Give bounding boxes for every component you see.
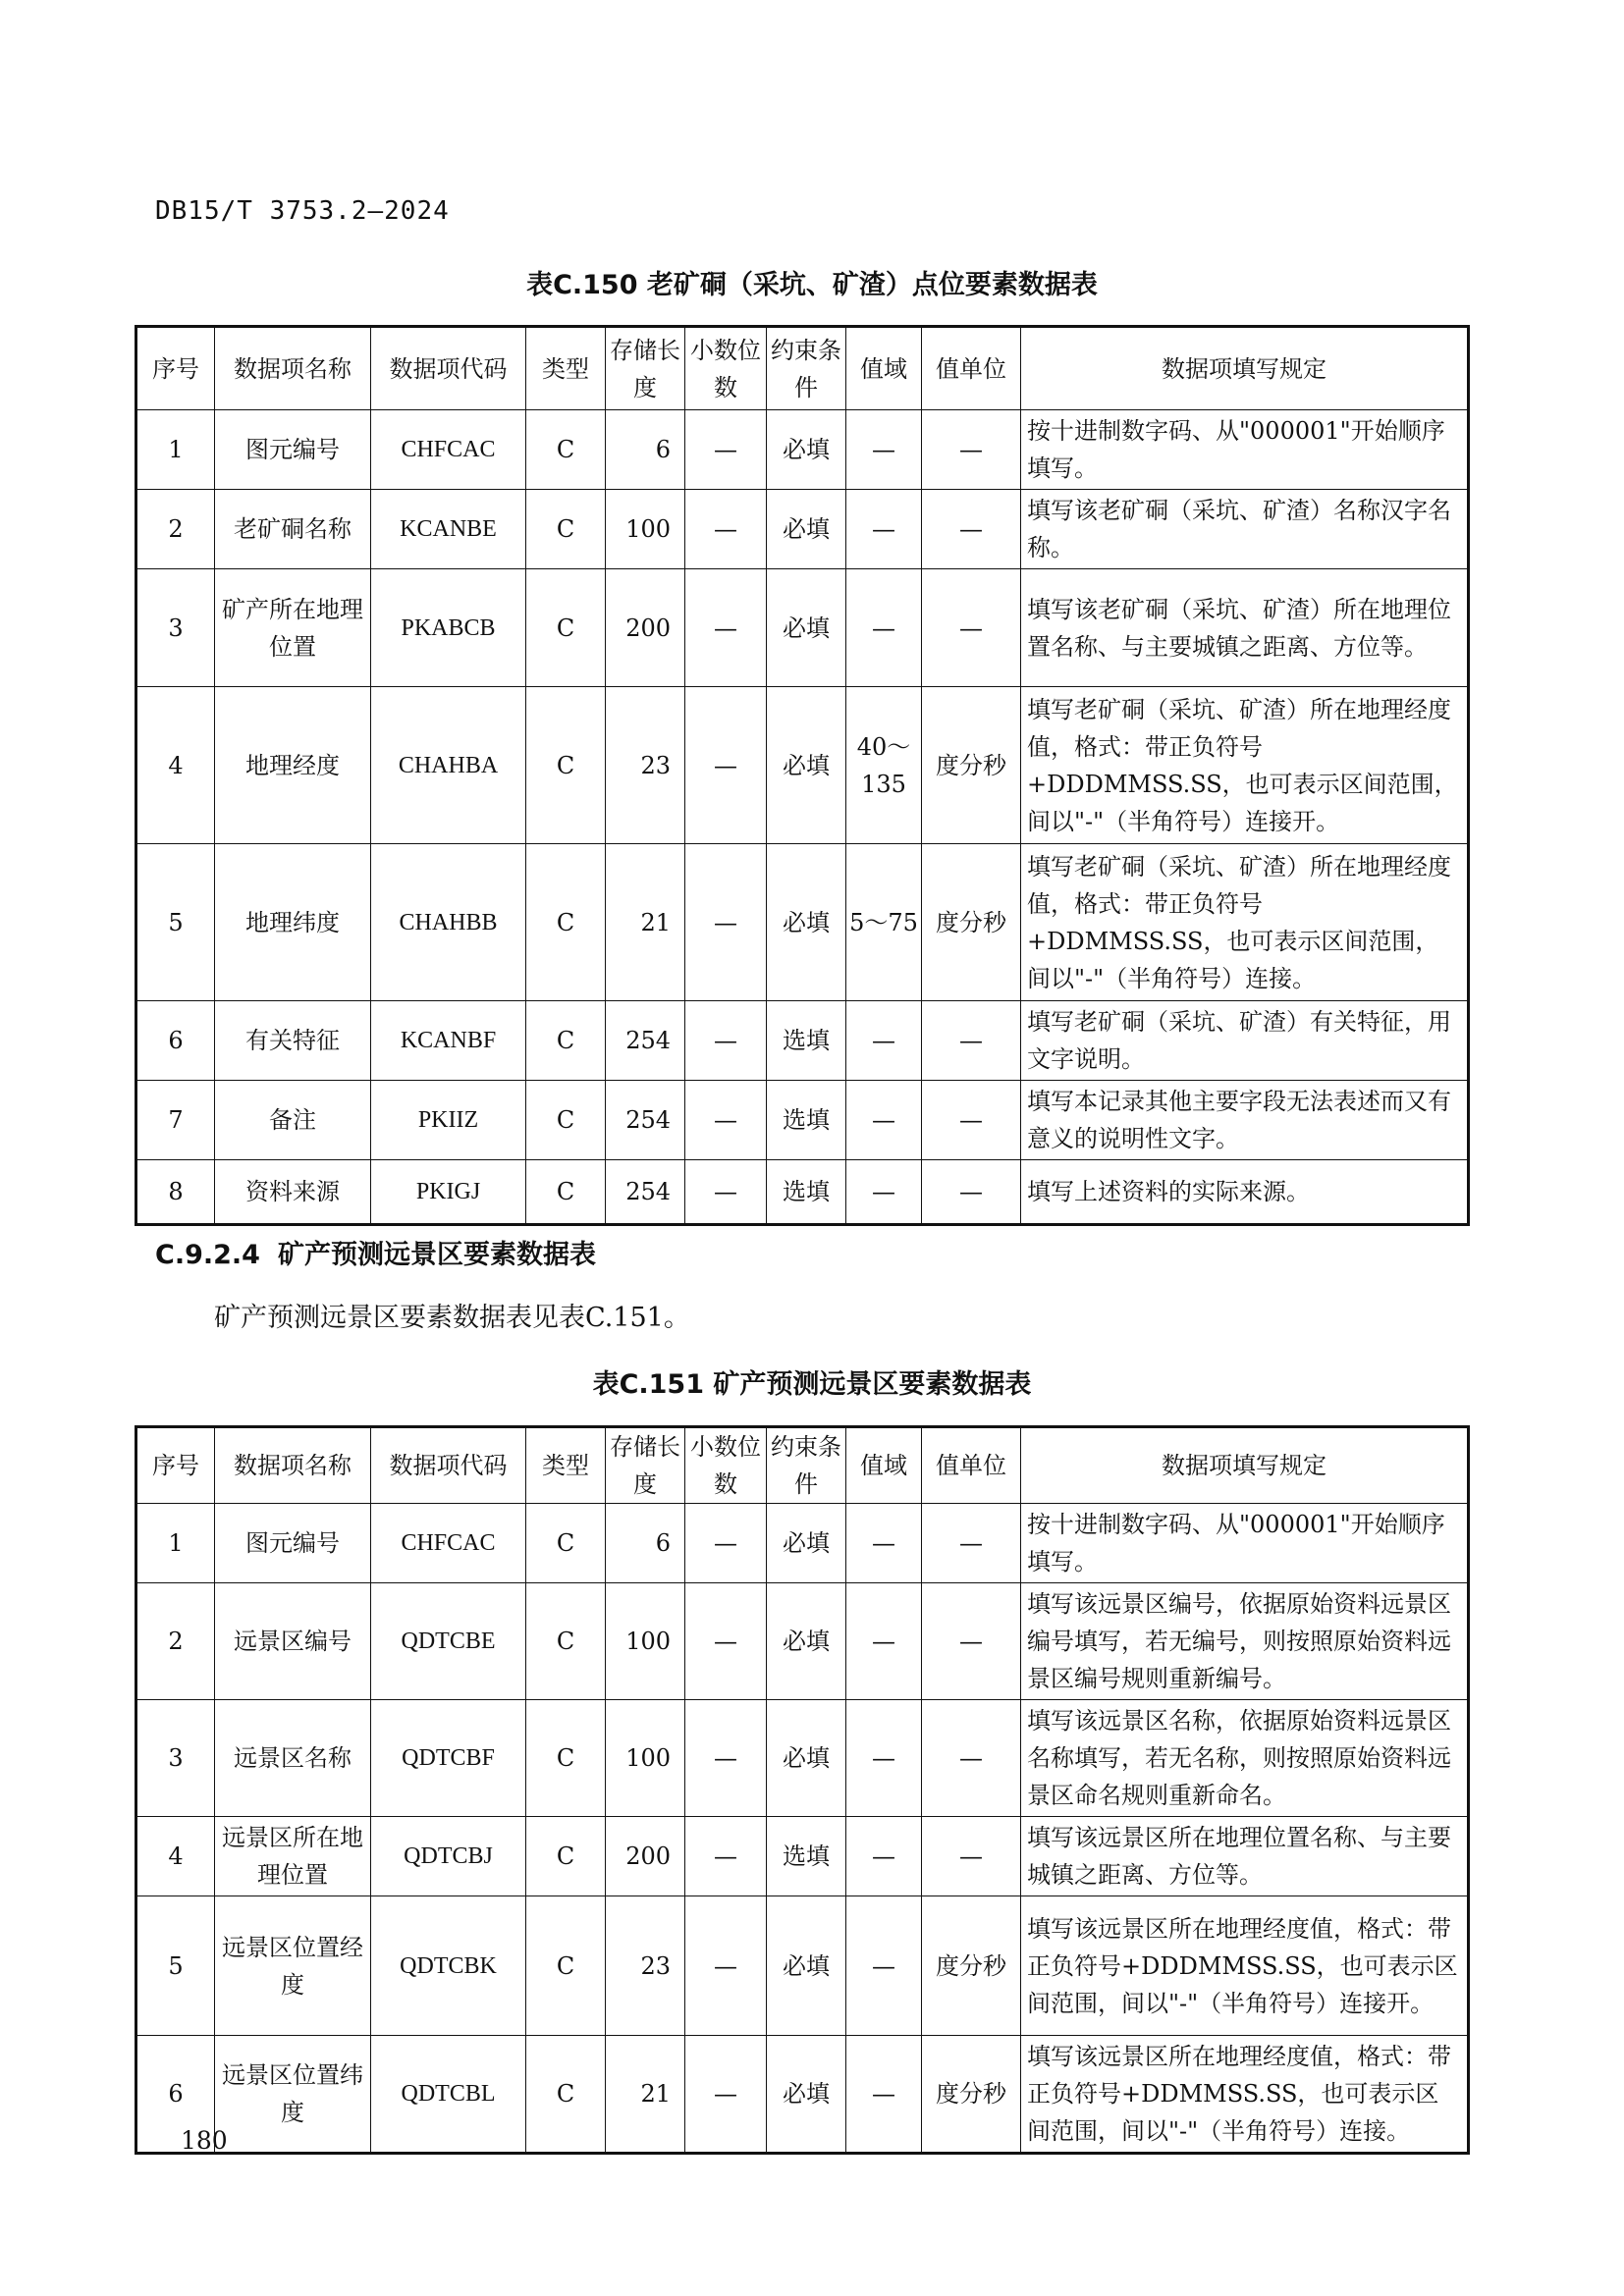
section-number: C.9.2.4 (155, 1240, 260, 1270)
table-row (136, 1896, 1469, 2036)
cell-name: 有关特征 (215, 1001, 371, 1081)
cell-unit: 度分秒 (922, 687, 1021, 844)
section-paragraph: 矿产预测远景区要素数据表见表C.151。 (214, 1303, 690, 1333)
cell-constraint: 必填 (767, 687, 846, 844)
table-151-header (136, 1427, 1469, 1504)
cell-rule: 按十进制数字码、从"000001"开始顺序填写。 (1021, 410, 1469, 490)
cell-unit: — (922, 1160, 1021, 1225)
table-150-body (136, 410, 1469, 1225)
cell-type: C (526, 687, 606, 844)
cell-code: QDTCBF (371, 1700, 526, 1817)
cell-no: 2 (136, 1583, 215, 1700)
cell-code: QDTCBK (371, 1896, 526, 2036)
cell-decimals: — (685, 569, 767, 687)
cell-rule: 填写老矿硐（采坑、矿渣）所在地理经度值，格式：带正负符号+DDMMSS.SS，也可表示区间范围，间以"-"（半角符号）连接。 (1021, 844, 1469, 1001)
cell-code: CHAHBB (371, 844, 526, 1001)
cell-no: 1 (136, 1504, 215, 1583)
cell-type: C (526, 1081, 606, 1160)
cell-code: QDTCBE (371, 1583, 526, 1700)
column-header: 小数位数 (685, 1427, 767, 1504)
cell-decimals: — (685, 1504, 767, 1583)
cell-name: 矿产所在地理位置 (215, 569, 371, 687)
cell-name: 地理经度 (215, 687, 371, 844)
cell-decimals: — (685, 410, 767, 490)
cell-constraint: 选填 (767, 1817, 846, 1896)
cell-rule: 填写老矿硐（采坑、矿渣）有关特征，用文字说明。 (1021, 1001, 1469, 1081)
cell-length: 21 (606, 844, 685, 1001)
cell-code: CHFCAC (371, 1504, 526, 1583)
cell-range: — (846, 1001, 922, 1081)
cell-name: 远景区名称 (215, 1700, 371, 1817)
cell-name: 图元编号 (215, 410, 371, 490)
cell-rule: 按十进制数字码、从"000001"开始顺序填写。 (1021, 1504, 1469, 1583)
cell-range: — (846, 1583, 922, 1700)
cell-constraint: 必填 (767, 1700, 846, 1817)
cell-constraint: 选填 (767, 1081, 846, 1160)
cell-length: 23 (606, 687, 685, 844)
table-151 (135, 1425, 1470, 2155)
cell-name: 远景区位置纬度 (215, 2036, 371, 2154)
column-header: 值域 (846, 327, 922, 410)
cell-range: — (846, 1160, 922, 1225)
cell-range: — (846, 1504, 922, 1583)
cell-name: 远景区位置经度 (215, 1896, 371, 2036)
cell-constraint: 必填 (767, 1583, 846, 1700)
cell-code: CHAHBA (371, 687, 526, 844)
column-header: 数据项名称 (215, 327, 371, 410)
cell-length: 6 (606, 1504, 685, 1583)
section-heading (155, 1233, 596, 1271)
cell-rule: 填写上述资料的实际来源。 (1021, 1160, 1469, 1225)
cell-unit: — (922, 1081, 1021, 1160)
cell-unit: 度分秒 (922, 844, 1021, 1001)
table-row (136, 1700, 1469, 1817)
cell-no: 4 (136, 687, 215, 844)
cell-length: 21 (606, 2036, 685, 2154)
cell-decimals: — (685, 490, 767, 569)
cell-rule: 填写该远景区所在地理经度值，格式：带正负符号+DDDMMSS.SS，也可表示区间范围，间以"-"（半角符号）连接开。 (1021, 1896, 1469, 2036)
cell-length: 100 (606, 1700, 685, 1817)
cell-rule: 填写本记录其他主要字段无法表述而又有意义的说明性文字。 (1021, 1081, 1469, 1160)
table-row (136, 844, 1469, 1001)
table-row (136, 1504, 1469, 1583)
cell-no: 6 (136, 2036, 215, 2154)
page-number: 180 (181, 2126, 228, 2155)
cell-constraint: 必填 (767, 1896, 846, 2036)
table-150 (135, 325, 1470, 1226)
table-row (136, 569, 1469, 687)
cell-length: 200 (606, 569, 685, 687)
cell-rule: 填写该老矿硐（采坑、矿渣）所在地理位置名称、与主要城镇之距离、方位等。 (1021, 569, 1469, 687)
cell-type: C (526, 1160, 606, 1225)
cell-no: 1 (136, 410, 215, 490)
cell-rule: 填写该老矿硐（采坑、矿渣）名称汉字名称。 (1021, 490, 1469, 569)
cell-no: 8 (136, 1160, 215, 1225)
cell-type: C (526, 490, 606, 569)
column-header: 类型 (526, 327, 606, 410)
cell-decimals: — (685, 1896, 767, 2036)
cell-rule: 填写该远景区所在地理经度值，格式：带正负符号+DDMMSS.SS，也可表示区间范围，间以"-"（半角符号）连接。 (1021, 2036, 1469, 2154)
cell-constraint: 必填 (767, 410, 846, 490)
column-header: 序号 (136, 327, 215, 410)
cell-range: — (846, 490, 922, 569)
cell-no: 5 (136, 1896, 215, 2036)
cell-constraint: 必填 (767, 490, 846, 569)
cell-unit: — (922, 410, 1021, 490)
cell-length: 254 (606, 1081, 685, 1160)
cell-code: PKABCB (371, 569, 526, 687)
cell-length: 200 (606, 1817, 685, 1896)
column-header: 存储长度 (606, 327, 685, 410)
cell-range: — (846, 1081, 922, 1160)
cell-constraint: 必填 (767, 2036, 846, 2154)
column-header: 数据项填写规定 (1021, 327, 1469, 410)
column-header: 值域 (846, 1427, 922, 1504)
column-header: 小数位数 (685, 327, 767, 410)
cell-constraint: 选填 (767, 1001, 846, 1081)
table-row (136, 687, 1469, 844)
cell-no: 2 (136, 490, 215, 569)
cell-no: 4 (136, 1817, 215, 1896)
cell-type: C (526, 1001, 606, 1081)
table-row (136, 410, 1469, 490)
cell-decimals: — (685, 1817, 767, 1896)
column-header: 存储长度 (606, 1427, 685, 1504)
section-title: 矿产预测远景区要素数据表 (277, 1240, 596, 1270)
cell-decimals: — (685, 1700, 767, 1817)
cell-code: KCANBE (371, 490, 526, 569)
cell-unit: 度分秒 (922, 2036, 1021, 2154)
cell-length: 6 (606, 410, 685, 490)
cell-no: 5 (136, 844, 215, 1001)
cell-range: — (846, 1817, 922, 1896)
cell-decimals: — (685, 2036, 767, 2154)
column-header: 值单位 (922, 327, 1021, 410)
cell-decimals: — (685, 1081, 767, 1160)
cell-code: QDTCBL (371, 2036, 526, 2154)
cell-range: — (846, 2036, 922, 2154)
cell-rule: 填写该远景区编号，依据原始资料远景区编号填写，若无编号，则按照原始资料远景区编号规则重新编号。 (1021, 1583, 1469, 1700)
table-row (136, 1583, 1469, 1700)
cell-unit: — (922, 1001, 1021, 1081)
cell-range: — (846, 1700, 922, 1817)
cell-length: 254 (606, 1001, 685, 1081)
cell-constraint: 必填 (767, 1504, 846, 1583)
cell-unit: — (922, 1583, 1021, 1700)
table-151-caption: 表C.151 矿产预测远景区要素数据表 (592, 1369, 1032, 1400)
cell-type: C (526, 1700, 606, 1817)
table-151-body (136, 1504, 1469, 2154)
cell-type: C (526, 844, 606, 1001)
cell-length: 100 (606, 490, 685, 569)
cell-code: KCANBF (371, 1001, 526, 1081)
cell-length: 254 (606, 1160, 685, 1225)
column-header: 数据项名称 (215, 1427, 371, 1504)
cell-constraint: 必填 (767, 844, 846, 1001)
cell-name: 备注 (215, 1081, 371, 1160)
cell-code: CHFCAC (371, 410, 526, 490)
cell-unit: — (922, 1817, 1021, 1896)
cell-range: 40～135 (846, 687, 922, 844)
cell-name: 地理纬度 (215, 844, 371, 1001)
cell-length: 23 (606, 1896, 685, 2036)
table-row (136, 1001, 1469, 1081)
cell-rule: 填写老矿硐（采坑、矿渣）所在地理经度值，格式：带正负符号+DDDMMSS.SS，也可表示区间范围，间以"-"（半角符号）连接开。 (1021, 687, 1469, 844)
cell-range: — (846, 569, 922, 687)
column-header: 类型 (526, 1427, 606, 1504)
cell-decimals: — (685, 1001, 767, 1081)
cell-name: 资料来源 (215, 1160, 371, 1225)
cell-range: — (846, 1896, 922, 2036)
column-header: 数据项代码 (371, 327, 526, 410)
cell-type: C (526, 1583, 606, 1700)
cell-range: 5～75 (846, 844, 922, 1001)
cell-unit: — (922, 1700, 1021, 1817)
cell-name: 远景区编号 (215, 1583, 371, 1700)
cell-type: C (526, 1817, 606, 1896)
cell-decimals: — (685, 687, 767, 844)
cell-decimals: — (685, 1583, 767, 1700)
cell-unit: — (922, 490, 1021, 569)
table-row (136, 1081, 1469, 1160)
column-header: 数据项填写规定 (1021, 1427, 1469, 1504)
cell-rule: 填写该远景区名称，依据原始资料远景区名称填写，若无名称，则按照原始资料远景区命名规则重新命名。 (1021, 1700, 1469, 1817)
table-row (136, 1817, 1469, 1896)
cell-range: — (846, 410, 922, 490)
cell-type: C (526, 569, 606, 687)
cell-no: 7 (136, 1081, 215, 1160)
cell-constraint: 必填 (767, 569, 846, 687)
table-150-caption: 表C.150 老矿硐（采坑、矿渣）点位要素数据表 (526, 270, 1098, 300)
column-header: 约束条件 (767, 327, 846, 410)
column-header: 序号 (136, 1427, 215, 1504)
table-row (136, 2036, 1469, 2154)
cell-unit: 度分秒 (922, 1896, 1021, 2036)
cell-type: C (526, 410, 606, 490)
cell-decimals: — (685, 1160, 767, 1225)
document-code: DB15/T 3753.2—2024 (155, 196, 450, 226)
cell-code: PKIGJ (371, 1160, 526, 1225)
table-row (136, 1160, 1469, 1225)
table-row (136, 490, 1469, 569)
cell-name: 老矿硐名称 (215, 490, 371, 569)
column-header: 值单位 (922, 1427, 1021, 1504)
cell-rule: 填写该远景区所在地理位置名称、与主要城镇之距离、方位等。 (1021, 1817, 1469, 1896)
cell-no: 3 (136, 569, 215, 687)
cell-type: C (526, 2036, 606, 2154)
cell-name: 图元编号 (215, 1504, 371, 1583)
table-150-header (136, 327, 1469, 410)
cell-type: C (526, 1896, 606, 2036)
cell-no: 6 (136, 1001, 215, 1081)
cell-code: QDTCBJ (371, 1817, 526, 1896)
cell-unit: — (922, 569, 1021, 687)
cell-unit: — (922, 1504, 1021, 1583)
cell-no: 3 (136, 1700, 215, 1817)
cell-code: PKIIZ (371, 1081, 526, 1160)
column-header: 约束条件 (767, 1427, 846, 1504)
cell-length: 100 (606, 1583, 685, 1700)
column-header: 数据项代码 (371, 1427, 526, 1504)
cell-decimals: — (685, 844, 767, 1001)
cell-constraint: 选填 (767, 1160, 846, 1225)
cell-name: 远景区所在地理位置 (215, 1817, 371, 1896)
cell-type: C (526, 1504, 606, 1583)
